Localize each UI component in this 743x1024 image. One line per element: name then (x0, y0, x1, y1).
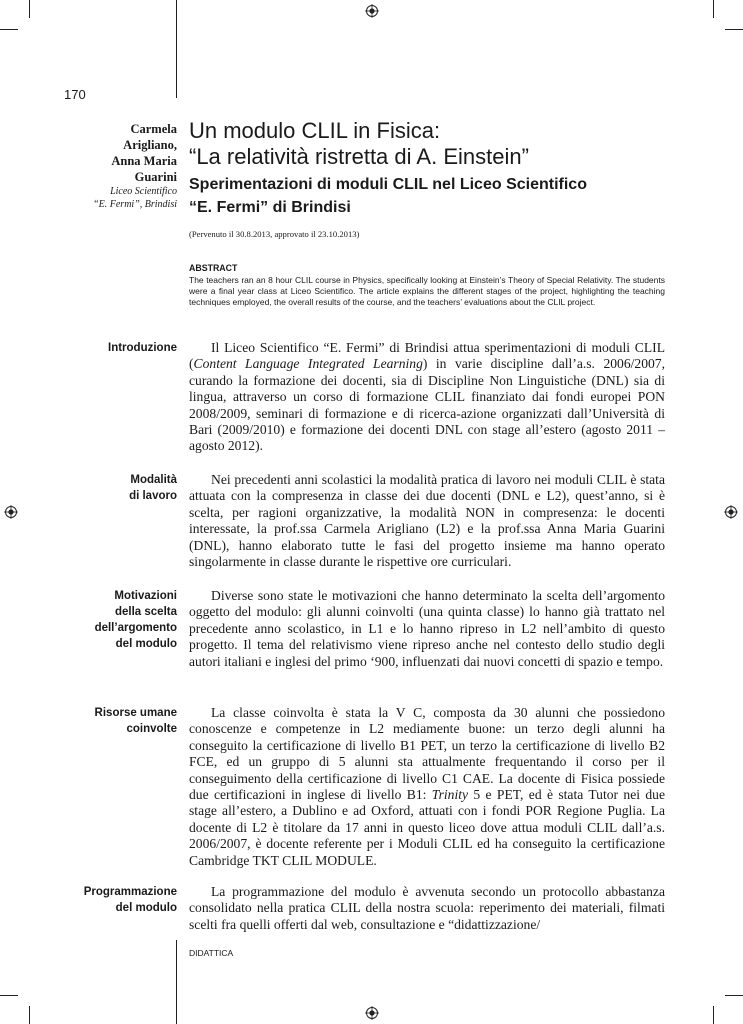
crop-mark (0, 995, 18, 996)
crop-mark (713, 1006, 714, 1024)
section-text-programmazione: La programmazione del modulo è avvenuta secondo un protocollo abbastanza consolidato nella pratica CLIL della nostra scuola: reperimento dei materiali, filmati scelti fra quelli offerti dal web, consultazione e “didattizzazione/ (189, 884, 665, 932)
section-text-risorse: La classe coinvolta è stata la V C, composta da 30 alunni che possiedono conoscenze e competenze in L2 mediamente buone: un terzo degli alunni ha conseguito la certificazione di livello B1 PET, un terzo la certificazione di livello B2 FCE, ed un gruppo di 5 alunni sta attualmente frequentando il corso per il conseguimento della certificazione di livello C1 CAE. La docente di Fisica possiede due certificazioni in inglese di livello B1: Trinity 5 e PET, ed è stata Tutor nei due stage all’estero, a Dublino e ad Oxford, attuati con i fondi POR Regione Puglia. La docente di L2 è titolare da 17 anni in questo liceo dove attua moduli CLIL dall’a.s. 2006/2007, è docente referente per i Moduli CLIL ed ha conseguito la certificazione Cambridge TKT CLIL MODULE. (189, 705, 665, 868)
registration-mark-icon (4, 505, 18, 519)
affiliation (57, 185, 177, 211)
section-label-programmazione: Programmazione del modulo (83, 886, 177, 914)
subtitle-line: “E. Fermi” di Brindisi (189, 199, 351, 216)
author-line: Guarini (134, 170, 177, 184)
title-line: Un modulo CLIL in Fisica: (189, 118, 441, 143)
article-subtitle (189, 173, 689, 219)
footer-section-name: DIDATTICA (189, 948, 234, 958)
section-text-modalita: Nei precedenti anni scolastici la modalità pratica di lavoro nei moduli CLIL è stata attuata con la compresenza in classe dei due docenti (DNL e L2), quest’anno, si è scelta, per ragioni organizzative, la modalità NON in compresenza: le docenti interessate, la prof.ssa Carmela Arigliano (L2) e la prof.ssa Anna Maria Guarini (DNL), hanno elaborato tutte le fasi del progetto insieme ma hanno operato singolarmente in classe durante le rispettive ore curriculari. (189, 472, 665, 570)
section-text-motivazioni: Diverse sono state le motivazioni che hanno determinato la scelta dell’argomento oggetto del modulo: gli alunni coinvolti (una quinta classe) lo hanno già trattato nel precedente anno scolastico, in L1 e lo hanno ripreso in L2 nell’ambito di questo progetto. Il tema del relativismo viene ripreso anche nel contesto dello studio degli autori italiani e inglesi del primo ‘900, influenzati dai nuovi concetti di spazio e tempo. (189, 588, 665, 669)
section-label-introduzione: Introduzione (108, 342, 177, 354)
title-line: “La relatività ristretta di A. Einstein” (189, 144, 529, 169)
abstract-text: The teachers ran an 8 hour CLIL course in Physics, specifically looking at Einstein’s Theory of Special Relativity. The students were a final year class at Liceo Scientifico. The article explains the different stages of the project, highlighting the teaching techniques employed, the overall results of the course, and the teachers’ evaluations about the CLIL project. (189, 275, 665, 307)
authors (57, 121, 177, 185)
registration-mark-icon (365, 1006, 379, 1020)
crop-mark (29, 0, 30, 18)
crop-mark (0, 29, 18, 30)
author-line: Carmela (130, 122, 177, 136)
section-label-risorse: Risorse umane coinvolte (94, 707, 177, 735)
section-label-motivazioni: Motivazioni della scelta dell’argomento del modulo (94, 590, 177, 650)
subtitle-line: Sperimentazioni di moduli CLIL nel Liceo Scientifico (189, 176, 587, 193)
abstract-heading: ABSTRACT (189, 263, 238, 273)
author-line: Arigliano, (123, 138, 177, 152)
crop-mark (725, 29, 743, 30)
crop-mark (176, 0, 177, 98)
author-line: Anna Maria (111, 154, 177, 168)
page-number: 170 (64, 87, 86, 102)
affiliation-line: “E. Fermi”, Brindisi (93, 199, 177, 210)
crop-mark (725, 995, 743, 996)
section-label-modalita: Modalità di lavoro (129, 474, 177, 502)
registration-mark-icon (724, 505, 738, 519)
crop-mark (176, 940, 177, 1024)
article-title (189, 118, 689, 170)
section-text-introduzione: Il Liceo Scientifico “E. Fermi” di Brindisi attua sperimentazioni di moduli CLIL (Content Language Integrated Learning) in varie discipline dall’a.s. 2006/2007, curando la formazione dei docenti, sia di Discipline Non Linguistiche (DNL) sia di lingua, attraverso un corso di formazione CLIL finanziato dai fondi europei PON 2008/2009, seminari di formazione e di ricerca-azione organizzati dall’Università di Bari (2009/2010) e formazione dei docenti DNL con stage all’estero (agosto 2011 – agosto 2012). (189, 340, 665, 454)
affiliation-line: Liceo Scientifico (110, 186, 177, 197)
crop-mark (29, 1006, 30, 1024)
crop-mark (713, 0, 714, 18)
registration-mark-icon (365, 4, 379, 18)
received-date: (Pervenuto il 30.8.2013, approvato il 23.10.2013) (189, 229, 360, 239)
